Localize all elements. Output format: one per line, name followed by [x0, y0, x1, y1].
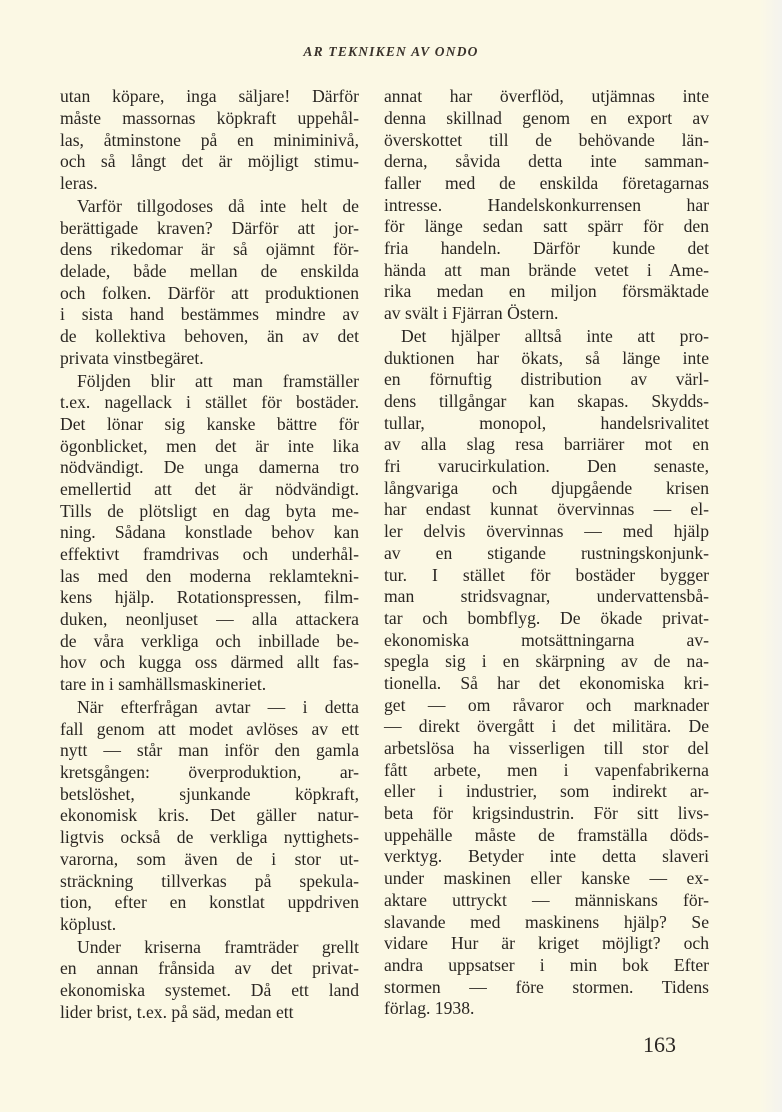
text-line: ekonomisk kris. Det gäller natur-: [60, 805, 359, 826]
text-line: uppehälle måste de framställa döds-: [384, 824, 709, 845]
text-line: fall genom att modet avlöses av ett: [60, 718, 359, 739]
text-line: duktionen har ökats, så länge inte: [384, 347, 709, 368]
paragraph: [60, 371, 359, 696]
text-line: har endast kunnat övervinnas — el-: [384, 499, 709, 520]
text-line: hända att man brände vetet i Ame-: [384, 259, 709, 280]
text-line: privata vinstbegäret.: [60, 347, 204, 368]
text-line: derna, såvida detta inte samman-: [384, 151, 709, 172]
text-line: tion, efter en konstlat uppdriven: [60, 892, 359, 913]
text-line: tare in i samhällsmaskineriet.: [60, 674, 267, 695]
text-line: kens hjälp. Rotationspressen, film-: [60, 587, 359, 608]
text-line: måste massornas köpkraft uppehål-: [60, 107, 359, 128]
text-line: under maskinen eller kanske — ex-: [384, 868, 709, 889]
text-line: dens tillgångar kan skapas. Skydds-: [384, 391, 709, 411]
text-line: eller i industrier, som indirekt ar-: [384, 781, 709, 802]
text-line: ekonomiska motsättningarna av-: [384, 629, 709, 650]
left-column: [60, 85, 359, 1024]
text-line: i sista hand bestämmes mindre av: [60, 304, 359, 325]
text-line: denna skillnad genom en export av: [384, 107, 709, 128]
text-line: fri varucirkulation. Den senaste,: [384, 456, 709, 477]
text-line: hov och kugga oss därmed allt fas-: [60, 652, 359, 673]
text-line: och folken. Därför att produktionen: [60, 282, 359, 303]
text-line: en annan frånsida av det privat-: [60, 958, 359, 979]
text-line: stormen — före stormen. Tidens: [384, 976, 709, 997]
text-line: fått arbete, men i vapenfabrikerna: [384, 759, 709, 780]
paragraph: [60, 697, 359, 936]
paragraph: [60, 196, 359, 370]
text-line: Följden blir att man framställer: [77, 370, 359, 391]
running-header: AR TEKNIKEN AV ONDO: [303, 44, 479, 59]
text-line: kretsgången: överproduktion, ar-: [60, 762, 359, 783]
text-line: nödvändigt. De unga damerna tro: [60, 457, 359, 478]
text-line: slavande med maskinens hjälp? Se: [384, 911, 709, 932]
text-line: andra uppsatser i min bok Efter: [384, 954, 709, 975]
text-line: faller med de enskilda företagarnas: [384, 172, 709, 193]
text-line: rika medan en miljon försmäktade: [384, 281, 709, 302]
text-line: köplust.: [60, 913, 117, 934]
text-line: nytt — står man inför den gamla: [60, 740, 359, 761]
text-line: en förnuftig distribution av värl-: [384, 369, 709, 390]
text-line: av alla slag resa barriärer mot en: [384, 434, 709, 455]
text-line: förlag. 1938.: [384, 998, 475, 1019]
text-line: överskottet till de behövande län-: [384, 129, 709, 150]
text-line: effektivt framdrivas och underhål-: [60, 544, 359, 564]
text-line: ning. Sådana konstlade behov kan: [60, 522, 359, 543]
text-line: sträckning tillverkas på spekula-: [60, 870, 359, 891]
right-column: [384, 85, 709, 1020]
text-line: intresse. Handelskonkurrensen har: [384, 194, 709, 215]
text-line: man stridsvagnar, undervattensbå-: [384, 586, 709, 607]
text-line: fria handeln. Därför kunde det: [384, 238, 709, 258]
paragraph: [384, 86, 709, 325]
text-line: t.ex. nagellack i stället för bostäder.: [60, 392, 359, 413]
text-line: ler delvis övervinnas — med hjälp: [384, 521, 709, 542]
text-line: arbetslösa ha visserligen till stor del: [384, 738, 709, 758]
paragraph: [384, 326, 709, 1020]
text-line: utan köpare, inga säljare! Därför: [60, 86, 359, 107]
text-line: beta för krigsindustrin. För sitt livs-: [384, 803, 709, 824]
text-line: ekonomiska systemet. Då ett land: [60, 980, 359, 1001]
text-line: långvariga och djupgående krisen: [384, 477, 709, 498]
text-line: för länge sedan satt spärr för den: [384, 216, 709, 237]
text-line: av en stigande rustningskonjunk-: [384, 542, 709, 563]
text-line: och så långt det är möjligt stimu-: [60, 151, 359, 172]
text-line: varorna, som även de i stor ut-: [60, 848, 359, 869]
text-line: las med den moderna reklamtekni-: [60, 565, 359, 586]
text-line: duken, neonljuset — alla attackera: [60, 609, 359, 630]
text-line: Under kriserna framträder grellt: [77, 936, 359, 957]
text-line: get — om råvaror och marknader: [384, 694, 709, 715]
text-line: betslöshet, sjunkande köpkraft,: [60, 783, 359, 804]
text-line: ligtvis också de verkliga nyttighets-: [60, 827, 359, 848]
text-line: aktare uttryckt — människans för-: [384, 889, 709, 910]
text-line: de våra verkliga och inbillade be-: [60, 630, 359, 651]
paragraph: [60, 937, 359, 1024]
text-line: las, åtminstone på en miniminivå,: [60, 129, 359, 150]
text-line: Det lönar sig kanske bättre för: [60, 413, 359, 434]
text-line: emellertid att det är nödvändigt.: [60, 478, 359, 499]
text-line: — direkt övergått i det militära. De: [384, 716, 709, 737]
text-line: verktyg. Betyder inte detta slaveri: [384, 846, 709, 867]
text-line: leras.: [60, 172, 98, 193]
text-line: tullar, monopol, handelsrivalitet: [384, 412, 709, 433]
page-edge: [760, 0, 782, 1112]
text-line: tionella. Så har det ekonomiska kri-: [384, 672, 709, 693]
text-line: annat har överflöd, utjämnas inte: [384, 86, 709, 107]
text-line: När efterfrågan avtar — i detta: [77, 697, 359, 717]
text-line: berättigade kraven? Därför att jor-: [60, 217, 359, 238]
text-line: tur. I stället för bostäder bygger: [384, 564, 709, 585]
text-line: ögonblicket, men det är inte lika: [60, 435, 359, 456]
text-line: dens rikedomar är så ojämnt för-: [60, 239, 359, 260]
text-line: spegla sig i en skärpning av de na-: [384, 651, 709, 672]
text-line: av svält i Fjärran Östern.: [384, 303, 559, 324]
text-line: vidare Hur är kriget möjligt? och: [384, 933, 709, 954]
text-line: delade, både mellan de enskilda: [60, 260, 359, 281]
text-line: Varför tillgodoses då inte helt de: [77, 195, 359, 216]
text-line: tar och bombflyg. De ökade privat-: [384, 607, 709, 628]
text-line: Det hjälper alltså inte att pro-: [401, 325, 709, 346]
text-line: Tills de plötsligt en dag byta me-: [60, 500, 359, 521]
text-line: de kollektiva behoven, än av det: [60, 325, 359, 346]
paragraph: [60, 86, 359, 194]
page-number: 163: [643, 1032, 676, 1057]
text-line: lider brist, t.ex. på säd, medan ett: [60, 1001, 294, 1022]
